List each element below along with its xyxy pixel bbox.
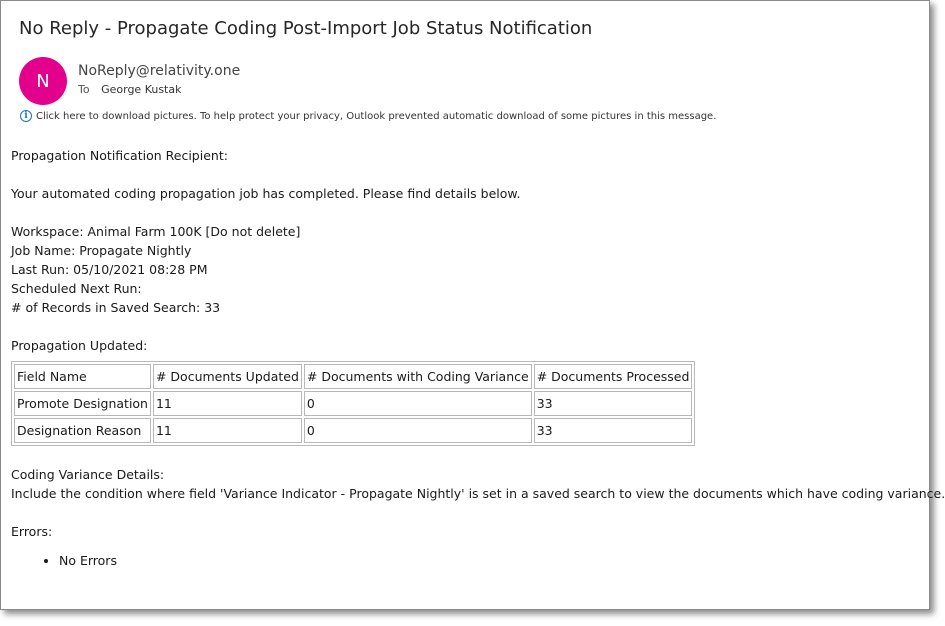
info-icon: i <box>20 110 32 122</box>
records-line: # of Records in Saved Search: 33 <box>11 300 221 315</box>
list-item: • No Errors <box>59 551 916 570</box>
recipient-name[interactable]: George Kustak <box>101 83 182 96</box>
table-cell: 0 <box>304 418 532 443</box>
variance-text: Include the condition where field 'Variance Indicator - Propagate Nightly' is set in a saved search to view the documents which have coding variance. <box>11 486 945 501</box>
infobar-text[interactable]: Click here to download pictures. To help protect your privacy, Outlook prevented automatic download of some pictures in this message. <box>36 110 717 122</box>
propagation-table <box>11 361 695 446</box>
table-header: # Documents Processed <box>534 364 693 389</box>
table-cell: 11 <box>153 418 302 443</box>
completed-message: Your automated coding propagation job has completed. Please find details below. <box>11 186 521 201</box>
next-run-line: Scheduled Next Run: <box>11 281 142 296</box>
sender-avatar[interactable]: N <box>19 57 67 105</box>
to-label: To <box>78 83 90 96</box>
download-pictures-infobar[interactable] <box>20 110 716 122</box>
workspace-line: Workspace: Animal Farm 100K [Do not delete] <box>11 224 301 239</box>
email-body <box>11 146 945 570</box>
table-cell: 33 <box>534 418 693 443</box>
variance-heading: Coding Variance Details: <box>11 467 165 482</box>
table-cell: Promote Designation <box>14 391 151 416</box>
table-header: # Documents Updated <box>153 364 302 389</box>
table-header: Field Name <box>14 364 151 389</box>
job-name-line: Job Name: Propagate Nightly <box>11 243 192 258</box>
table-cell: 0 <box>304 391 532 416</box>
last-run-line: Last Run: 05/10/2021 08:28 PM <box>11 262 208 277</box>
table-header-row <box>14 364 692 389</box>
recipient-heading: Propagation Notification Recipient: <box>11 148 228 163</box>
table-row <box>14 418 692 443</box>
table-cell: 33 <box>534 391 693 416</box>
propagation-updated-heading: Propagation Updated: <box>11 338 148 353</box>
sender-address[interactable]: NoReply@relativity.one <box>78 63 241 79</box>
table-row <box>14 391 692 416</box>
table-cell: 11 <box>153 391 302 416</box>
recipient-line <box>78 83 181 96</box>
table-header: # Documents with Coding Variance <box>304 364 532 389</box>
errors-list <box>11 551 916 570</box>
email-subject: No Reply - Propagate Coding Post-Import Job Status Notification <box>19 18 593 39</box>
table-cell: Designation Reason <box>14 418 151 443</box>
errors-heading: Errors: <box>11 524 53 539</box>
